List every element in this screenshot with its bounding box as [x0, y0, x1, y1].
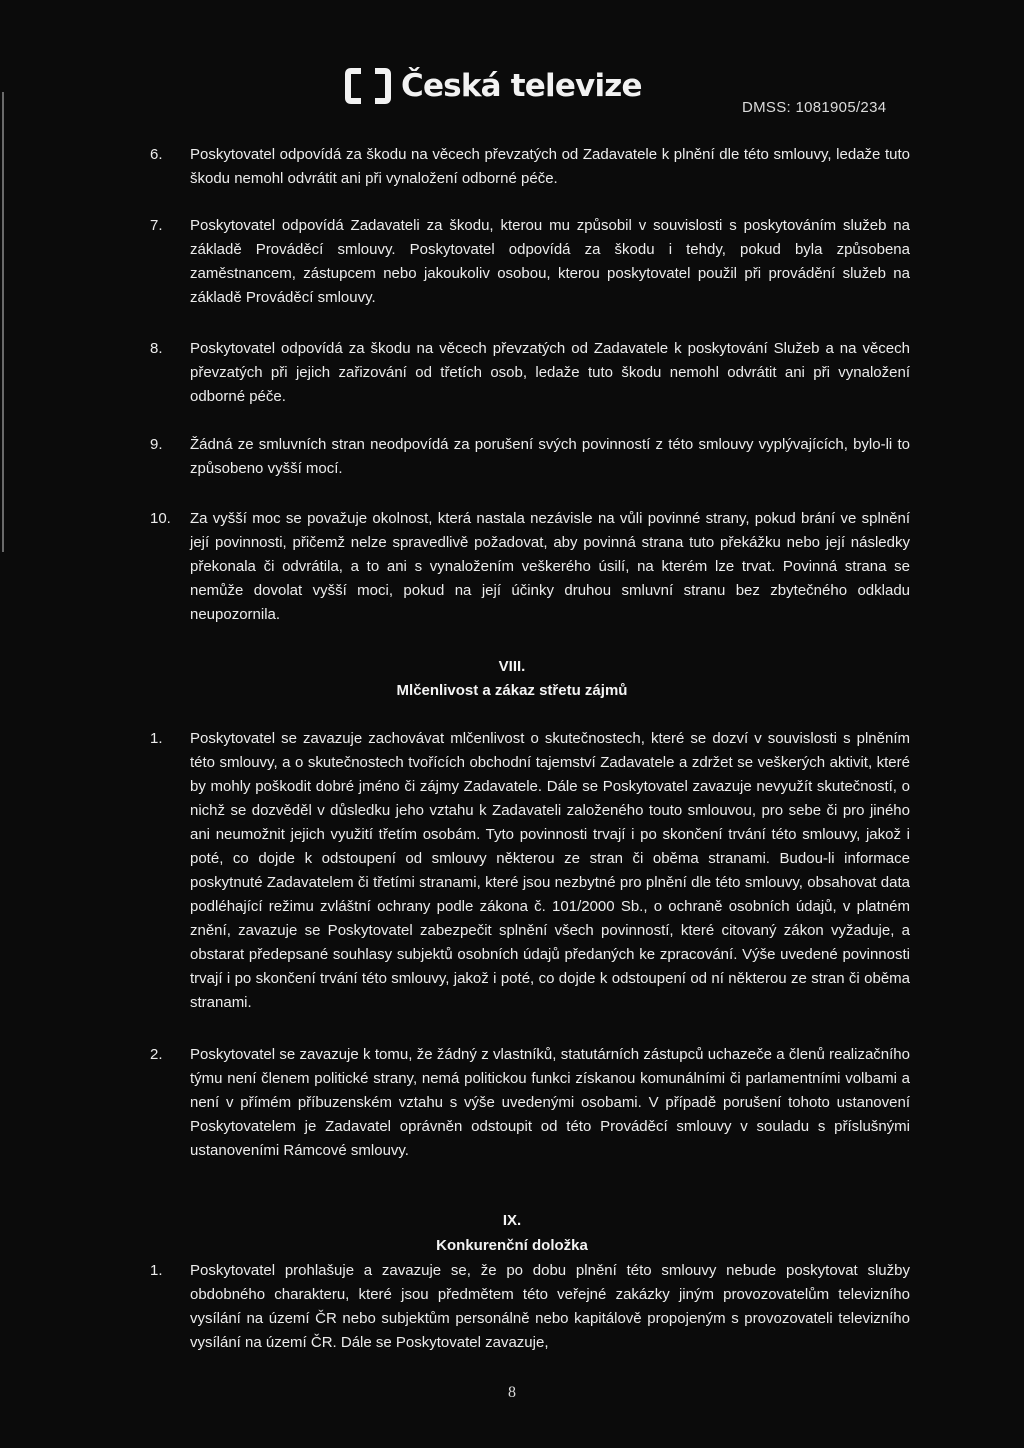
paragraph-text: Poskytovatel odpovídá Zadavateli za škodu, kterou mu způsobil v souvislosti s poskytováním služeb na základě Prováděcí smlouvy. Poskytovatel odpovídá za škodu i tehdy, pokud byla způsobena zaměstnancem, zástupcem nebo jakoukoliv osobou, kterou poskytovatel použil při provádění služeb na základě Prováděcí smlouvy. [190, 217, 910, 306]
paragraph-text: Poskytovatel odpovídá za škodu na věcech převzatých od Zadavatele k poskytování Služeb a na věcech převzatých při jejich zařizování od třetích osob, ledaže tuto škodu nemohl odvrátit ani při vynaložení odborné péče. [190, 340, 910, 405]
paragraph-item [150, 143, 910, 191]
ceska-televize-logo [345, 66, 642, 106]
paragraph-item [150, 1043, 910, 1163]
paragraph-item [150, 337, 910, 409]
logo-text: Česká televize [401, 68, 642, 104]
page-number: 8 [508, 1384, 516, 1401]
paragraph-number: 1. [150, 730, 163, 747]
paragraph-item [150, 727, 910, 1015]
paragraph-text: Žádná ze smluvních stran neodpovídá za porušení svých povinností z této smlouvy vyplývajících, bylo-li to způsobeno vyšší mocí. [190, 436, 910, 477]
section-number: IX. [502, 1212, 522, 1229]
scan-edge-line [2, 92, 4, 552]
section-number: VIII. [498, 658, 526, 675]
paragraph-text: Poskytovatel se zavazuje zachovávat mlčenlivost o skutečnostech, které se dozví v souvislosti s plněním této smlouvy, a o skutečnostech tvořících obchodní tajemství Zadavatele a zdržet se veškerých aktivit, které by mohly poškodit dobré jméno či zájmy Zadavatele. Dále se Poskytovatel zavazuje nevyužít skutečností, o nichž se dozvěděl v důsledku jeho vztahu k Zadavateli založeného touto smlouvou, pro sebe či pro jiného ani neumožnit jejich využití třetím osobám. Tyto povinnosti trvají i po skončení trvání této smlouvy, jakož i poté, co dojde k odstoupení od smlouvy některou ze stran či oběma stranami. Budou-li informace poskytnuté Zadavatelem či třetími stranami, které jsou nezbytné pro plnění dle této smlouvy, obsahovat data podléhající režimu zvláštní ochrany podle zákona č. 101/2000 Sb., o ochraně osobních údajů, v platném znění, zavazuje se Poskytovatel zabezpečit splnění všech povinností, které citovaný zákon vyžaduje, a obstarat předepsané souhlasy subjektů osobních údajů předaných ke zpracování. Výše uvedené povinnosti trvají i po skončení trvání této smlouvy, jakož i poté, co dojde k odstoupení od ní některou ze stran či oběma stranami. [190, 730, 910, 1011]
paragraph-item [150, 433, 910, 481]
ct-logo-mark-icon [345, 67, 391, 105]
paragraph-number: 6. [150, 146, 163, 163]
section-title: Mlčenlivost a zákaz střetu zájmů [396, 682, 628, 699]
paragraph-text: Poskytovatel odpovídá za škodu na věcech převzatých od Zadavatele k plnění dle této smlouvy, ledaže tuto škodu nemohl odvrátit ani při vynaložení odborné péče. [190, 146, 910, 187]
paragraph-item [150, 1259, 910, 1355]
document-id: DMSS: 1081905/234 [742, 99, 887, 116]
paragraph-text: Poskytovatel se zavazuje k tomu, že žádný z vlastníků, statutárních zástupců uchazeče a členů realizačního týmu není členem politické strany, nemá politickou funkci získanou komunálními či parlamentními volbami a není v přímém příbuzenském vztahu s výše uvedenými osobami. V případě porušení tohoto ustanovení Poskytovatelem je Zadavatel oprávněn odstoupit od této Prováděcí smlouvy v souladu s příslušnými ustanoveními Rámcové smlouvy. [190, 1046, 910, 1159]
section-title: Konkurenční doložka [436, 1237, 588, 1254]
paragraph-text: Poskytovatel prohlašuje a zavazuje se, že po dobu plnění této smlouvy nebude poskytovat služby obdobného charakteru, které jsou předmětem této veřejné zakázky jiným provozovatelům televizního vysílání na území ČR nebo subjektům personálně nebo kapitálově propojeným s provozovateli televizního vysílání na území ČR. Dále se Poskytovatel zavazuje, [190, 1262, 910, 1351]
paragraph-number: 7. [150, 217, 163, 234]
paragraph-number: 2. [150, 1046, 163, 1063]
paragraph-number: 1. [150, 1262, 163, 1279]
paragraph-item [150, 214, 910, 310]
paragraph-number: 8. [150, 340, 163, 357]
paragraph-item [150, 507, 910, 627]
paragraph-number: 10. [150, 510, 171, 527]
paragraph-number: 9. [150, 436, 163, 453]
paragraph-text: Za vyšší moc se považuje okolnost, která nastala nezávisle na vůli povinné strany, pokud brání ve splnění její povinnosti, přičemž nelze spravedlivě požadovat, aby povinná strana tuto překážku nebo její následky překonala či odvrátila, a to ani s vynaložením veškerého úsilí, na kterém lze trvat. Povinná strana se nemůže dovolat vyšší moci, pokud na její účinky druhou smluvní stranu bez zbytečného odkladu neupozornila. [190, 510, 910, 623]
